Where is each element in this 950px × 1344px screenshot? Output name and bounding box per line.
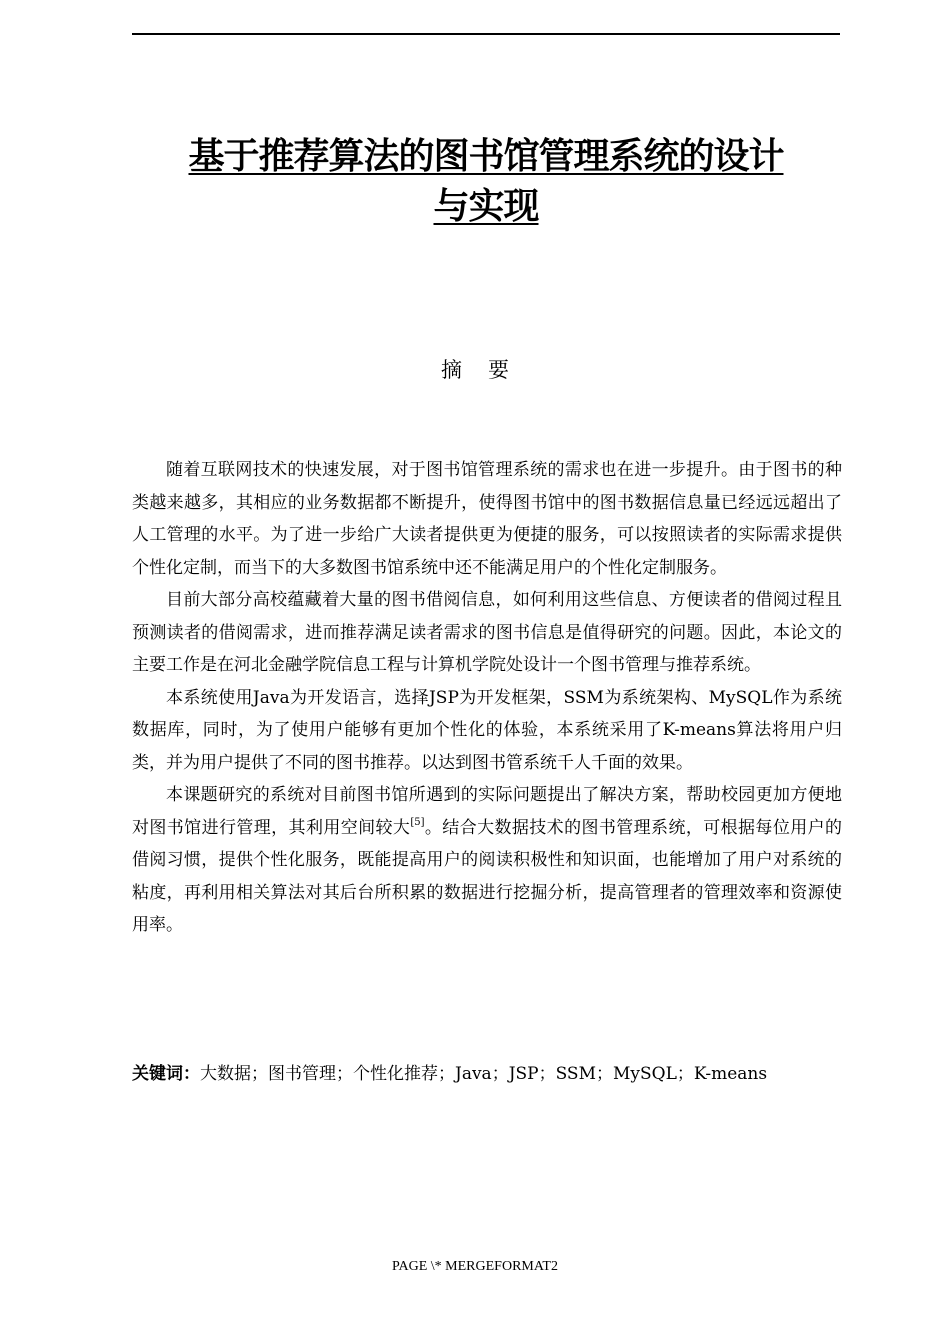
paragraph-4-text-b: 。结合大数据技术的图书管理系统，可根据每位用户的借阅习惯，提供个性化服务，既能提高用户的阅读积极性和知识面，也能增加了用户对系统的粘度，再利用相关算法对其后台所积累的数据进行挖掘分析，提高管理者的管理效率和资源使用率。 xyxy=(132,817,843,935)
abstract-paragraph-4 xyxy=(132,779,842,942)
title-line-2: 与实现 xyxy=(433,186,539,227)
abstract-heading: 摘要 xyxy=(441,358,535,382)
keywords-label: 关键词： xyxy=(132,1064,200,1084)
page-footer: PAGE \* MERGEFORMAT2 xyxy=(392,1259,558,1274)
document-title xyxy=(120,132,852,232)
abstract-paragraph-2: 目前大部分高校蕴藏着大量的图书借阅信息，如何利用这些信息、方便读者的借阅过程且预测读者的借阅需求，进而推荐满足读者需求的图书信息是值得研究的问题。因此，本论文的主要工作是在河北金融学院信息工程与计算机学院处设计一个图书管理与推荐系统。 xyxy=(132,590,842,675)
citation-reference: [5] xyxy=(410,816,425,828)
abstract-paragraph-3: 本系统使用Java为开发语言，选择JSP为开发框架，SSM为系统架构、MySQL作为系统数据库，同时，为了使用户能够有更加个性化的体验，本系统采用了K-means算法将用户归类，并为用户提供了不同的图书推荐。以达到图书管系统千人千面的效果。 xyxy=(132,687,842,773)
keywords-line xyxy=(132,1060,767,1088)
title-line-1: 基于推荐算法的图书馆管理系统的设计 xyxy=(188,136,784,177)
paragraph-4-text-a: 本课题研究的系统对目前图书馆所遇到的实际问题提出了解决方案，帮助校园更加方便地对图书馆进行管理，其利用空间较大 xyxy=(132,785,842,838)
abstract-body xyxy=(132,454,842,942)
header-rule xyxy=(132,33,840,35)
keywords-text: 大数据；图书管理；个性化推荐；Java；JSP；SSM；MySQL；K-means xyxy=(200,1064,768,1084)
abstract-paragraph-1: 随着互联网技术的快速发展，对于图书馆管理系统的需求也在进一步提升。由于图书的种类越来越多，其相应的业务数据都不断提升，使得图书馆中的图书数据信息量已经远远超出了人工管理的水平。为了进一步给广大读者提供更为便捷的服务，可以按照读者的实际需求提供个性化定制，而当下的大多数图书馆系统中还不能满足用户的个性化定制服务。 xyxy=(132,460,842,578)
